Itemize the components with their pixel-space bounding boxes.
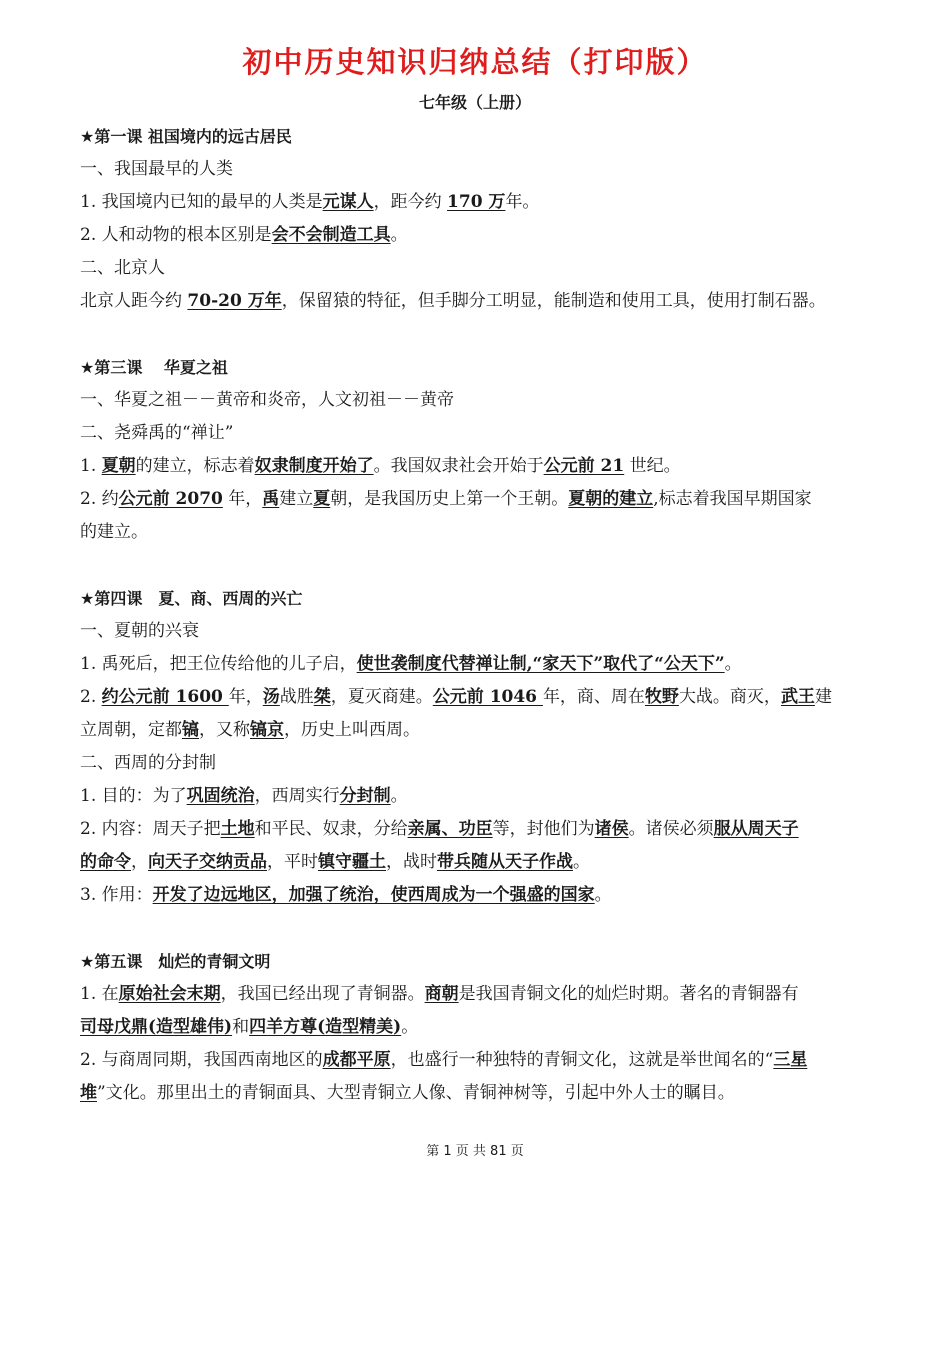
lesson4-line5: 3. 作用：开发了边远地区，加强了统治，使西周成为一个强盛的国家。: [80, 885, 612, 905]
lesson4-line2a: 2. 约公元前 1600 年，汤战胜桀，夏灭商建。公元前 1046 年，商、周在牧野大战。商灭，武王建: [80, 687, 832, 707]
lesson5-line2a: 2. 与商周同期，我国西南地区的成都平原，也盛行一种独特的青铜文化，这就是举世闻名的“三星: [80, 1050, 808, 1070]
lesson3-section2-title: 二、尧舜禹的“禅让”: [80, 423, 234, 443]
lesson4-line3: 1. 目的：为了巩固统治，西周实行分封制。: [80, 786, 408, 806]
document-subtitle: 七年级（上册）: [418, 93, 531, 112]
lesson3-line2a: 2. 约公元前 2070 年，禹建立夏朝，是我国历史上第一个王朝。夏朝的建立,标志着我国早期国家: [80, 489, 812, 509]
lesson4-line2b: 立周朝，定都镐，又称镐京，历史上叫西周。: [80, 720, 420, 740]
document-body: [80, 120, 832, 1110]
lesson5-line2b: 堆”文化。那里出土的青铜面具、大型青铜立人像、青铜神树等，引起中外人士的瞩目。: [80, 1083, 735, 1103]
page-footer: 第 1 页 共 81 页: [426, 1144, 524, 1159]
lesson4-section1-title: 一、夏朝的兴衰: [80, 621, 199, 641]
lesson3-section1-title: 一、华夏之祖－－黄帝和炎帝，人文初祖－－黄帝: [80, 390, 454, 410]
lesson3-heading: ★第三课 华夏之祖: [80, 358, 228, 377]
lesson1-line1: 1. 我国境内已知的最早的人类是元谋人，距今约 170 万年。: [80, 192, 540, 212]
lesson3-line2b: 的建立。: [80, 522, 148, 542]
lesson4-line4a: 2. 内容：周天子把土地和平民、奴隶，分给亲属、功臣等，封他们为诸侯。诸侯必须服从周天子: [80, 819, 799, 839]
spacer: [80, 549, 810, 582]
spacer: [80, 318, 810, 351]
lesson1-heading: ★第一课 祖国境内的远古居民: [80, 127, 292, 146]
lesson1-section1-title: 一、我国最早的人类: [80, 159, 233, 179]
lesson1-section2-title: 二、北京人: [80, 258, 165, 278]
lesson5-line1b: 司母戊鼎(造型雄伟)和四羊方尊(造型精美)。: [80, 1017, 419, 1037]
lesson1-line2: 2. 人和动物的根本区别是会不会制造工具。: [80, 225, 408, 245]
lesson4-section2-title: 二、西周的分封制: [80, 753, 216, 773]
lesson3-line1: 1. 夏朝的建立，标志着奴隶制度开始了。我国奴隶社会开始于公元前 21 世纪。: [80, 456, 681, 476]
spacer: [80, 912, 810, 945]
lesson5-line1a: 1. 在原始社会末期，我国已经出现了青铜器。商朝是我国青铜文化的灿烂时期。著名的青铜器有: [80, 984, 799, 1004]
lesson4-heading: ★第四课 夏、商、西周的兴亡: [80, 589, 303, 608]
document-title: 初中历史知识归纳总结（打印版）: [242, 45, 708, 79]
lesson5-heading: ★第五课 灿烂的青铜文明: [80, 952, 271, 971]
lesson4-line1: 1. 禹死后，把王位传给他的儿子启，使世袭制度代替禅让制,“家天下”取代了“公天下”。: [80, 654, 742, 674]
lesson4-line4b: 的命令，向天子交纳贡品，平时镇守疆土，战时带兵随从天子作战。: [80, 852, 590, 872]
lesson1-line3: 北京人距今约 70-20 万年，保留猿的特征，但手脚分工明显，能制造和使用工具，使用打制石器。: [80, 291, 826, 311]
